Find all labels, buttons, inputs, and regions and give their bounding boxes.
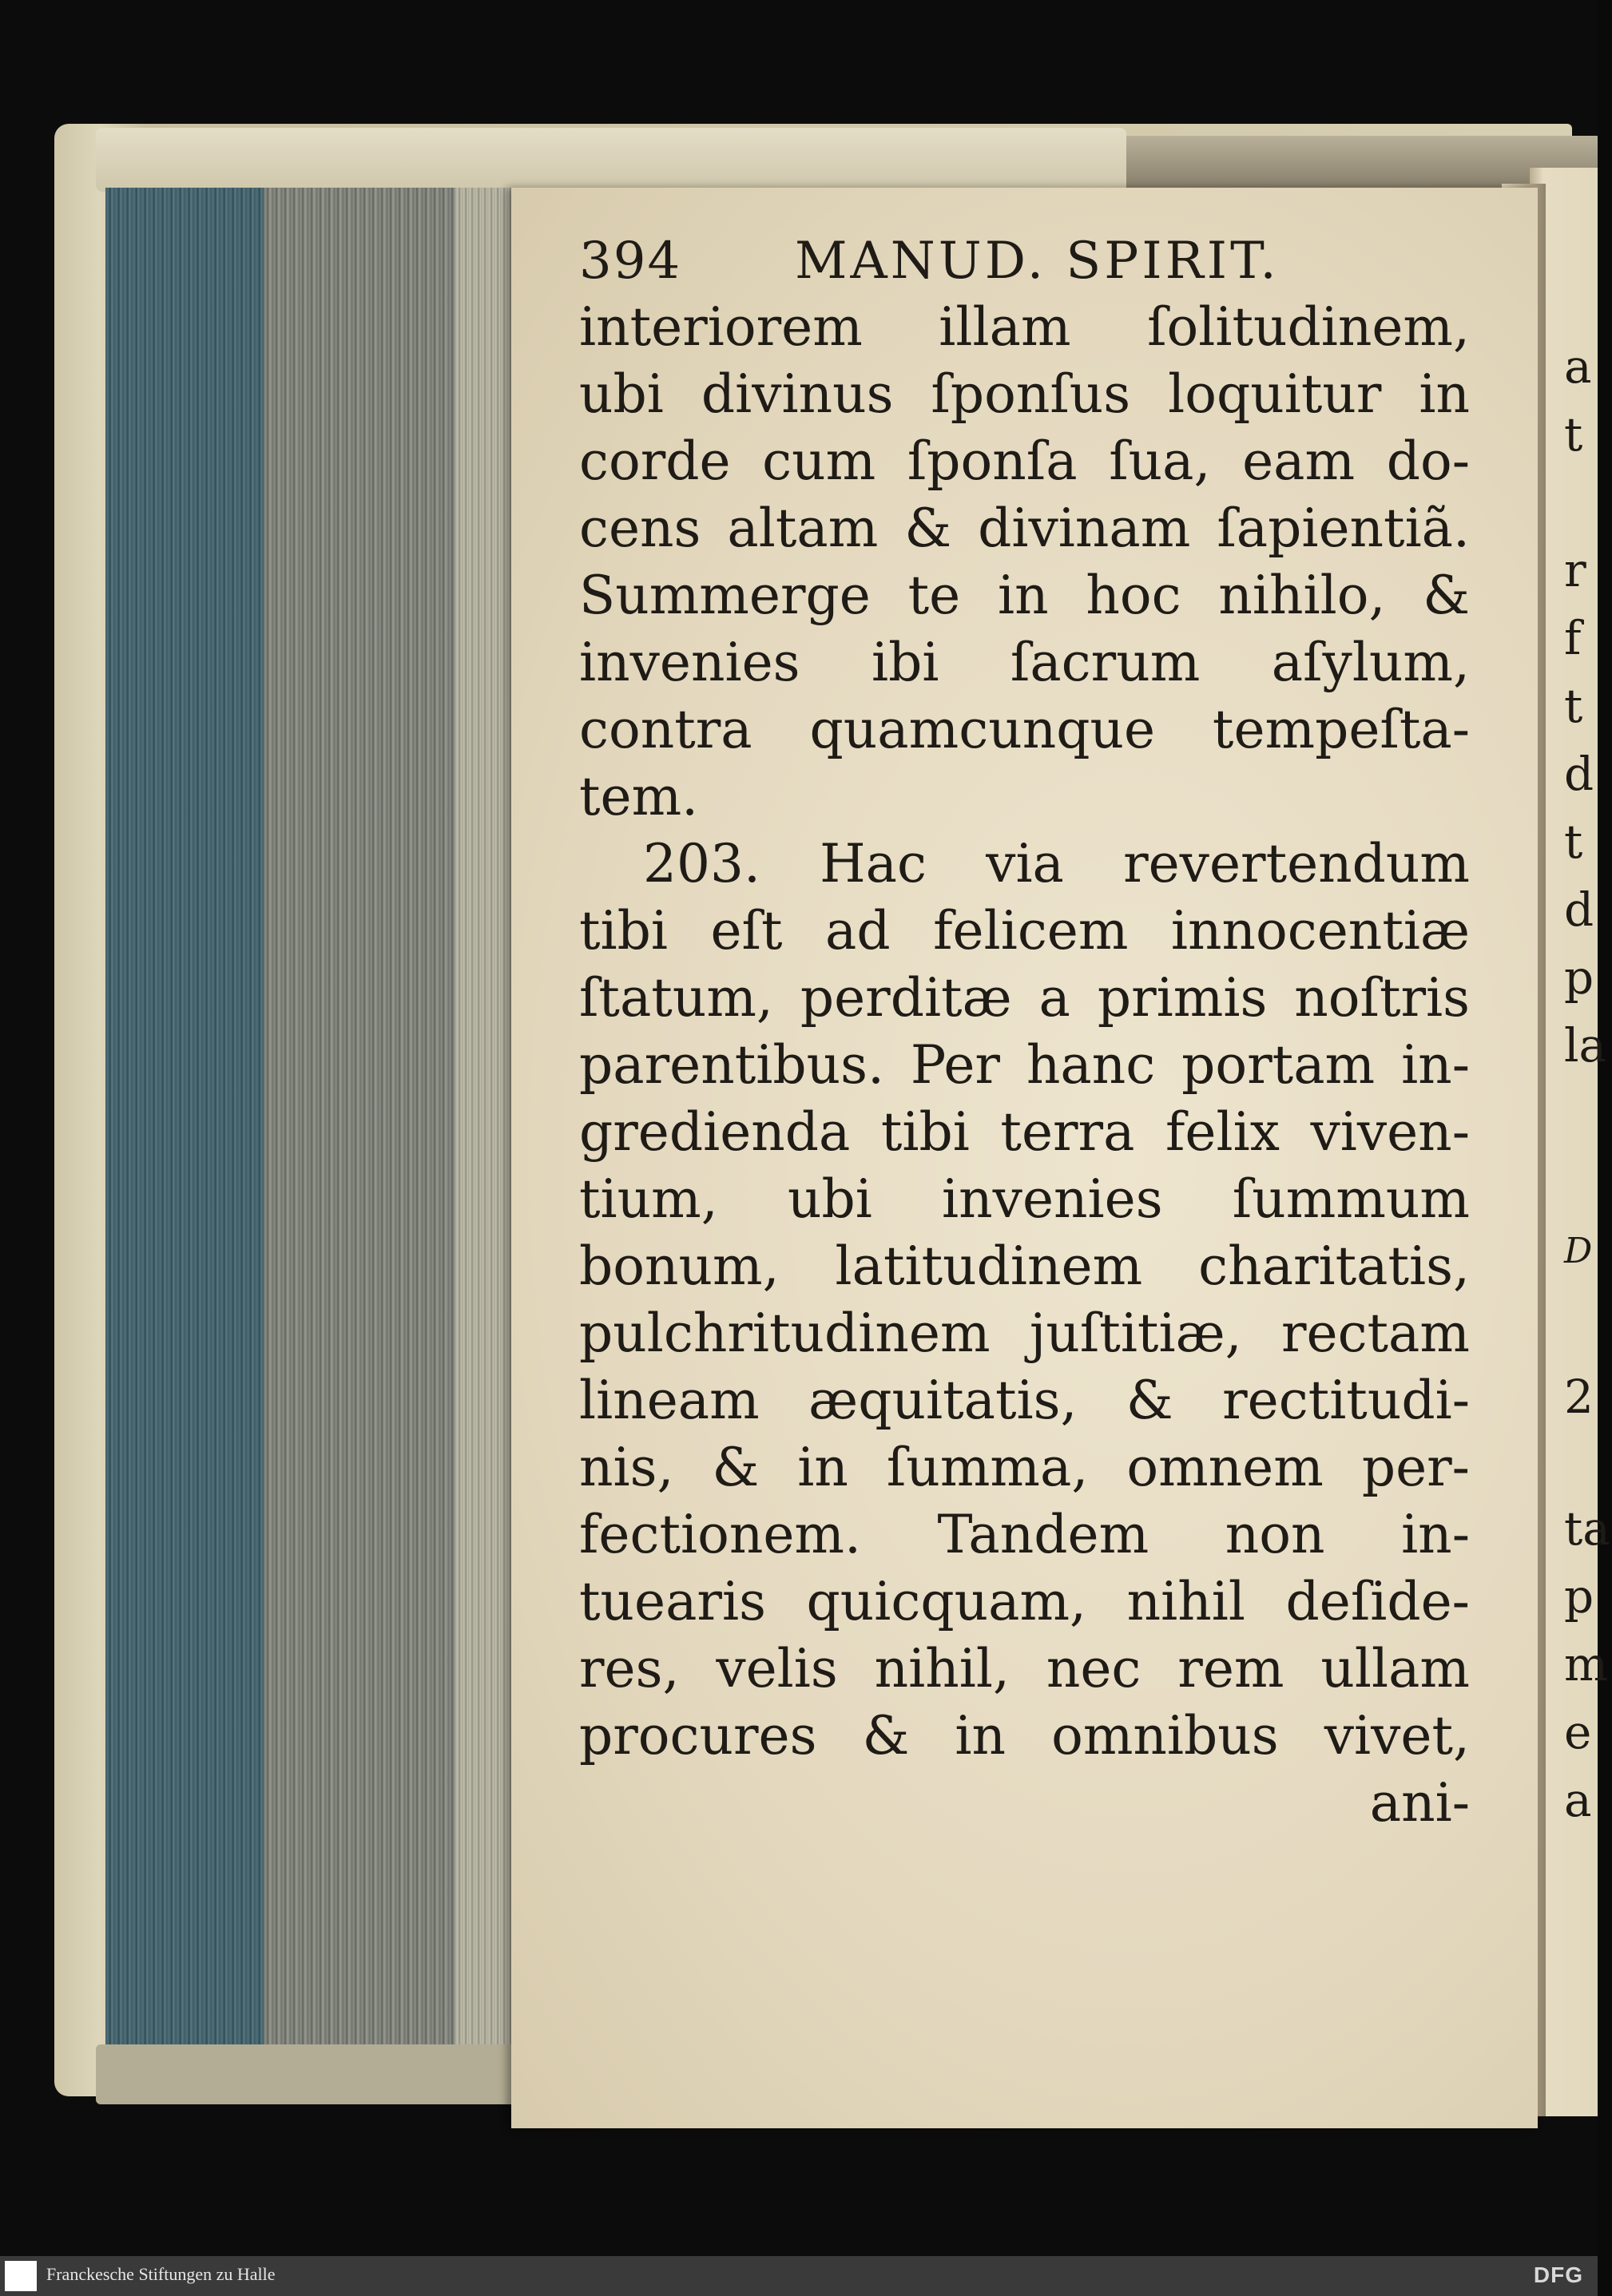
facing-fragment: p (1564, 1569, 1594, 1624)
facing-fragment: t (1564, 815, 1583, 869)
text-line: cens altam & divinam ſapientiã. (579, 498, 1470, 559)
facing-fragment: f (1564, 611, 1582, 665)
facing-fragment: D (1564, 1231, 1593, 1271)
text-line: ubi divinus ſponſus loquitur in (579, 363, 1470, 425)
text-line: parentibus. Per hanc portam in- (579, 1034, 1470, 1096)
text-line: nis, & in ſumma, omnem per- (579, 1437, 1470, 1498)
facing-fragment: p (1564, 950, 1594, 1005)
text-line: tuearis quicquam, nihil deſide- (579, 1571, 1470, 1632)
paragraph-start-line: 203. Hac via revertendum (643, 833, 1470, 894)
text-line: res, velis nihil, nec rem ullam (579, 1638, 1470, 1699)
text-line: tem. (579, 766, 699, 827)
text-line: Summerge te in hoc nihilo, & (579, 565, 1470, 626)
text-line: procures & in omnibus vivet, (579, 1705, 1470, 1767)
catchword: ani- (1369, 1772, 1470, 1834)
cover-top-edge (96, 128, 1126, 192)
text-line: invenies ibi ſacrum aſylum, (579, 632, 1470, 693)
facing-fragment: r (1564, 543, 1586, 597)
running-head: MANUD. SPIRIT. (795, 232, 1280, 291)
text-line: bonum, latitudinem charitatis, (579, 1235, 1470, 1297)
text-line: fectionem. Tandem non in- (579, 1504, 1470, 1565)
text-line: tibi eſt ad felicem innocentiæ (579, 900, 1470, 962)
facing-fragment: d (1564, 882, 1594, 937)
facing-fragment: 2 (1564, 1370, 1594, 1424)
page-number: 394 (579, 232, 682, 291)
text-line: pulchritudinem juſtitiæ, rectam (579, 1303, 1470, 1364)
facing-fragment: e (1564, 1705, 1592, 1759)
funder-logo: DFG (1533, 2262, 1583, 2287)
text-line: lineam æquitatis, & rectitudi- (579, 1370, 1470, 1431)
page-header (579, 232, 1470, 294)
text-line: ſtatum, perditæ a primis noſtris (579, 967, 1470, 1029)
facing-fragment: ta (1564, 1501, 1610, 1556)
text-line: tium, ubi invenies ſummum (579, 1168, 1470, 1230)
text-line: gredienda tibi terra felix viven- (579, 1101, 1470, 1163)
institution-name: Franckesche Stiftungen zu Halle (46, 2264, 276, 2284)
institution-logo-icon (5, 2261, 37, 2291)
facing-fragment: la (1564, 1018, 1607, 1073)
text-line: corde cum ſponſa ſua, eam do- (579, 430, 1470, 492)
facing-fragment: m (1564, 1637, 1608, 1691)
page-text (579, 232, 1470, 1837)
text-line: interiorem illam ſolitudinem, (579, 296, 1470, 358)
facing-fragment: t (1564, 679, 1583, 733)
page-edges-blue (105, 188, 273, 2056)
text-line: contra quamcunque tempeſta- (579, 699, 1470, 760)
facing-fragment: t (1564, 407, 1583, 462)
facing-fragment: a (1564, 1773, 1592, 1827)
page-edges-gray (264, 188, 463, 2068)
facing-fragment: d (1564, 747, 1594, 801)
viewer-footer (0, 2256, 1598, 2296)
facing-fragment: a (1564, 339, 1592, 394)
